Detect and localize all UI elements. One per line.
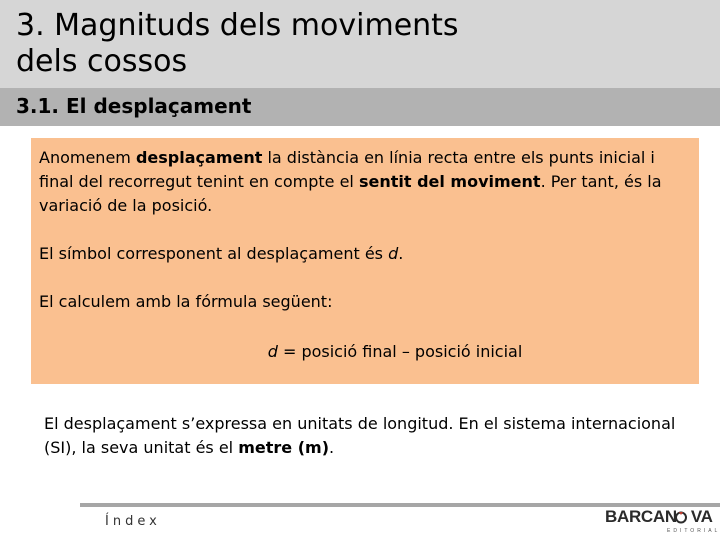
formula-symbol: d <box>267 342 278 361</box>
symbol-text-1: El símbol corresponent al desplaçament és <box>39 244 389 263</box>
symbol-paragraph <box>39 242 691 266</box>
formula-intro: El calculem amb la fórmula següent: <box>39 292 333 311</box>
logo-o-icon <box>675 511 687 524</box>
formula-rest: = posició final – posició inicial <box>277 342 523 361</box>
definition-term: desplaçament <box>135 148 263 167</box>
barcanova-logo <box>605 507 720 537</box>
symbol-text-2: . <box>398 244 404 263</box>
definition-emphasis: sentit del moviment <box>358 172 541 191</box>
page-title-line1: 3. Magnituds dels moviments <box>16 8 459 43</box>
definition-paragraph <box>39 146 691 218</box>
logo-word-right: VA <box>690 507 713 526</box>
formula <box>39 340 691 364</box>
definition-text-1: Anomenem <box>39 148 136 167</box>
page-title-line2: dels cossos <box>16 44 188 79</box>
logo-wordmark <box>605 507 713 527</box>
definition-text-2: la distància en línia recta entre els punts inicial i final del recorregut tenint en compte el <box>39 148 655 191</box>
page-title <box>16 8 459 80</box>
units-paragraph <box>44 412 684 460</box>
units-text-2: . <box>329 438 335 457</box>
title-bar <box>0 0 720 88</box>
definition-text-3: . Per tant, és la variació de la posició. <box>39 172 662 215</box>
section-bar <box>0 88 720 126</box>
symbol-letter: d <box>388 244 399 263</box>
logo-subtitle: EDITORIAL <box>667 528 720 534</box>
section-title: 3.1. El desplaçament <box>16 94 252 118</box>
units-emphasis: metre (m) <box>238 438 329 457</box>
logo-word-left: BARCAN <box>605 507 677 526</box>
definition-box <box>31 138 699 384</box>
units-text-1: El desplaçament s’expressa en unitats de longitud. En el sistema internacional (SI), la seva unitat és el <box>44 414 676 457</box>
index-link[interactable]: Índex <box>105 514 161 529</box>
